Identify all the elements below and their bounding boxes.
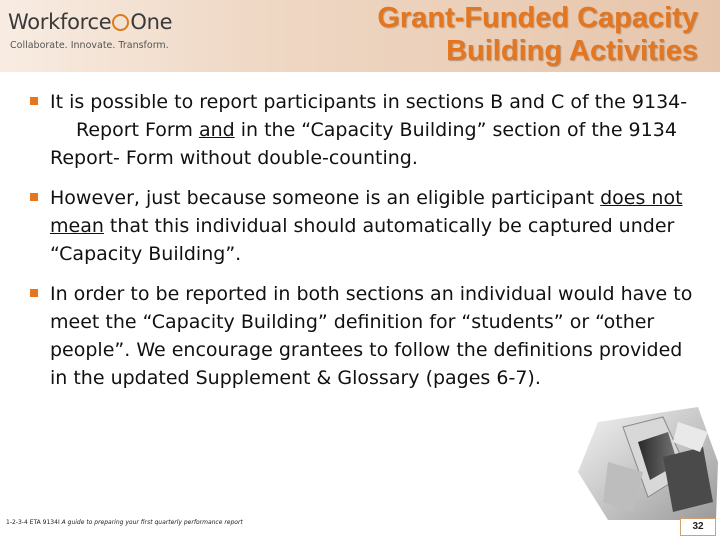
bullet-1-text-c: in the “Capacity Building” section of the 9134 Report- Form without double-counting. bbox=[50, 119, 677, 169]
logo-word-2: One bbox=[130, 10, 173, 34]
footer-reference bbox=[6, 519, 243, 526]
bullet-1-text-a: It is possible to report participants in sections B and C of the 9134- bbox=[50, 91, 688, 113]
bullet-item-1 bbox=[30, 88, 702, 172]
footer-ref-code: 1-2-3-4 ETA 9134I bbox=[6, 519, 60, 526]
decorative-abstract-image bbox=[568, 402, 720, 522]
logo-tagline: Collaborate. Innovate. Transform. bbox=[10, 40, 169, 51]
footer-description: A guide to preparing your first quarterly performance report bbox=[59, 519, 243, 526]
logo-wordmark bbox=[8, 10, 172, 34]
logo-word-1: Workforce bbox=[8, 10, 112, 34]
slide-title-line-2: Building Activities bbox=[446, 35, 698, 67]
bullet-2-text-b: that this individual should automatically be captured under “Capacity Building”. bbox=[50, 215, 675, 265]
logo-circle-icon bbox=[112, 14, 129, 31]
bullet-1-text-b: Report Form bbox=[76, 119, 199, 141]
bullet-item-2 bbox=[30, 184, 702, 268]
bullet-square-icon bbox=[30, 289, 38, 297]
page-number: 32 bbox=[680, 518, 716, 536]
slide-title bbox=[377, 2, 698, 68]
bullet-square-icon bbox=[30, 193, 38, 201]
bullet-item-3 bbox=[30, 280, 702, 392]
bullet-2-underlined: does not mean bbox=[50, 187, 683, 237]
bullet-list bbox=[30, 88, 702, 404]
bullet-1-underlined: and bbox=[198, 119, 235, 141]
bullet-2-text-a: However, just because someone is an eligible participant bbox=[50, 187, 601, 209]
bullet-square-icon bbox=[30, 97, 38, 105]
workforce-one-logo bbox=[8, 6, 198, 56]
bullet-3-text: In order to be reported in both sections an individual would have to meet the “Capacity Building” definition for “students” or “other people”. We encourage grantees to follow the definitions provided in the updated Supplement & Glossary (pages 6-7). bbox=[50, 283, 693, 389]
slide-title-line-1: Grant-Funded Capacity bbox=[377, 2, 698, 34]
